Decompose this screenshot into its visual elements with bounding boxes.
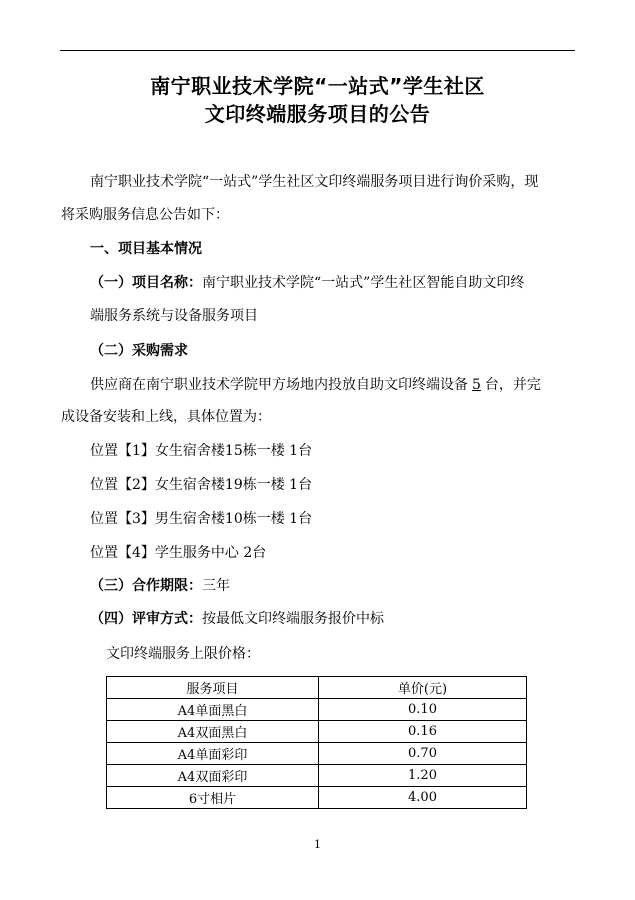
table-row [107, 743, 527, 765]
item1-line1 [90, 273, 524, 293]
item1-label: （一）项目名称： [90, 275, 202, 291]
item2-line1 [90, 375, 541, 395]
table-row [107, 765, 527, 787]
price-cell: 0.10 [319, 699, 527, 721]
item2-text1a: 供应商在南宁职业技术学院甲方场地内投放自助文印终端设备 [90, 377, 468, 393]
document-title-line2: 文印终端服务项目的公告 [204, 102, 431, 126]
service-cell: 6寸相片 [107, 787, 319, 809]
item3-line [90, 576, 230, 596]
intro-line1: 南宁职业技术学院“一站式”学生社区文印终端服务项目进行询价采购，现 [90, 174, 539, 190]
price-cell: 1.20 [319, 765, 527, 787]
item3-label: （三）合作期限： [90, 578, 202, 594]
location-item: 位置【3】男生宿舍楼10栋一楼 1台 [90, 511, 313, 527]
item2-label: （二）采购需求 [90, 343, 188, 359]
service-cell: A4单面彩印 [107, 743, 319, 765]
item1-line2: 端服务系统与设备服务项目 [90, 308, 258, 324]
item4-line [90, 609, 384, 629]
column-header-service: 服务项目 [107, 677, 319, 699]
location-item: 位置【4】学生服务中心 2台 [90, 545, 267, 561]
item2-text1b: 台，并完 [484, 377, 541, 393]
page-number: 1 [314, 838, 321, 851]
table-row [107, 699, 527, 721]
item4-value: 按最低文印终端服务报价中标 [202, 611, 384, 627]
document-title-line1: 南宁职业技术学院“一站式”学生社区 [150, 74, 485, 98]
intro-line2: 将采购服务信息公告如下： [61, 207, 229, 223]
section-heading: 一、项目基本情况 [90, 241, 202, 257]
price-cell: 0.70 [319, 743, 527, 765]
header-rule [60, 50, 575, 51]
price-cell: 4.00 [319, 787, 527, 809]
item1-text1: 南宁职业技术学院“一站式”学生社区智能自助文印终 [202, 275, 525, 291]
location-item: 位置【1】女生宿舍楼15栋一楼 1台 [90, 443, 313, 459]
item4-label: （四）评审方式： [90, 611, 202, 627]
service-cell: A4单面黑白 [107, 699, 319, 721]
location-item: 位置【2】女生宿舍楼19栋一楼 1台 [90, 477, 313, 493]
item2-line2: 成设备安装和上线，具体位置为： [61, 409, 271, 425]
table-row [107, 787, 527, 809]
table-row [107, 721, 527, 743]
column-header-price: 单价(元) [319, 677, 527, 699]
price-cell: 0.16 [319, 721, 527, 743]
service-cell: A4双面黑白 [107, 721, 319, 743]
table-header-row [107, 677, 527, 699]
item3-value: 三年 [202, 578, 230, 594]
price-table-caption: 文印终端服务上限价格： [106, 646, 260, 662]
device-quantity: 5 [472, 377, 481, 393]
service-cell: A4双面彩印 [107, 765, 319, 787]
price-table [106, 676, 527, 809]
